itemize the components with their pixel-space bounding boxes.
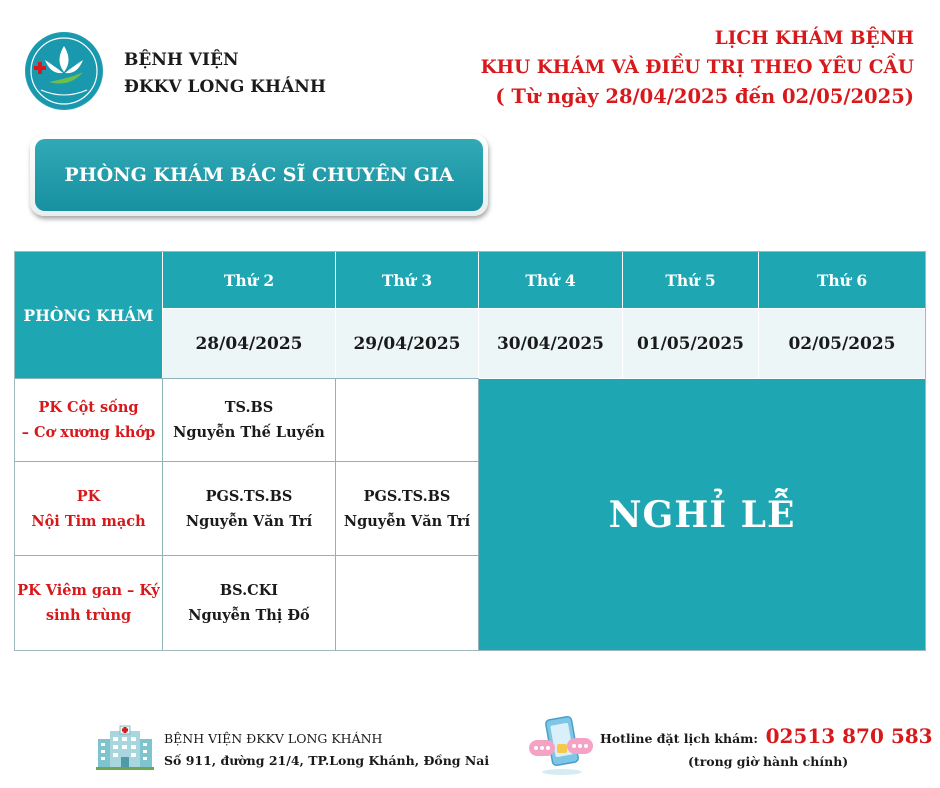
hospital-logo [25,32,103,110]
schedule-table [14,251,926,651]
section-banner-title: PHÒNG KHÁM BÁC SĨ CHUYÊN GIA [35,139,483,211]
doctor-name: Nguyễn Văn Trí [185,512,313,530]
date-cell-mon: 28/04/2025 [163,309,335,378]
grid-line [162,379,163,650]
grid-line [478,379,479,650]
doctor-title: PGS.TS.BS [363,487,451,505]
date-cell-fri: 02/05/2025 [759,309,925,378]
doctor-name: Nguyễn Văn Trí [343,512,471,530]
hotline-number[interactable]: 02513 870 583 [765,724,933,748]
schedule-heading [481,24,914,111]
empty-cell [336,379,478,461]
doctor-title: TS.BS [224,399,274,416]
hospital-name-line2: ĐKKV LONG KHÁNH [124,77,326,97]
day-header-wed: Thứ 4 [479,252,622,308]
doctor-cell [336,462,478,555]
phone-chat-icon [527,714,597,776]
footer-hospital-name: BỆNH VIỆN ĐKKV LONG KHÁNH [164,731,383,746]
doctor-name: Nguyễn Thị Đố [188,607,310,624]
doctor-cell [163,379,335,461]
date-cell-tue: 29/04/2025 [336,309,478,378]
hotline [600,724,933,748]
date-cell-thu: 01/05/2025 [623,309,758,378]
doctor-cell [163,462,335,555]
day-header-fri: Thứ 6 [759,252,925,308]
doctor-title: PGS.TS.BS [205,487,293,505]
holiday-block [479,379,925,650]
day-header-thu: Thứ 5 [623,252,758,308]
doctor-cell [163,556,335,650]
day-header-mon: Thứ 2 [163,252,335,308]
grid-line [15,378,479,379]
hospital-name-line1: BỆNH VIỆN [124,50,239,70]
schedule-title: LỊCH KHÁM BỆNH [714,28,914,49]
grid-line [15,555,479,556]
hospital-building-icon [96,725,154,771]
room-name-line2: – Cơ xương khớp [21,424,156,441]
hotline-label: Hotline đặt lịch khám: [600,731,759,746]
schedule-subtitle: KHU KHÁM VÀ ĐIỀU TRỊ THEO YÊU CẦU [480,57,914,78]
holiday-label: NGHỈ LỄ [608,493,796,536]
table-row [15,556,162,650]
table-row [15,379,162,461]
grid-line [335,379,336,650]
grid-line [15,461,479,462]
schedule-date-range: ( Từ ngày 28/04/2025 đến 02/05/2025) [495,85,914,108]
footer-address: Số 911, đường 21/4, TP.Long Khánh, Đồng Nai [164,753,490,768]
footer-hospital-info [164,728,489,772]
room-name-line2: sinh trùng [45,607,132,624]
room-name-line2: Nội Tim mạch [31,512,146,530]
empty-cell [336,556,478,650]
room-name-line1: PK Viêm gan – Ký [17,582,160,599]
room-name-line1: PK [76,487,101,505]
day-header-tue: Thứ 3 [336,252,478,308]
office-hours-note: (trong giờ hành chính) [688,754,849,769]
table-row [15,462,162,555]
section-banner [30,134,488,216]
date-cell-wed: 30/04/2025 [479,309,622,378]
room-column-header: PHÒNG KHÁM [15,252,162,378]
doctor-title: BS.CKI [219,582,279,599]
doctor-name: Nguyễn Thế Luyến [173,424,325,441]
room-name-line1: PK Cột sống [38,399,139,416]
hospital-name [124,47,326,101]
